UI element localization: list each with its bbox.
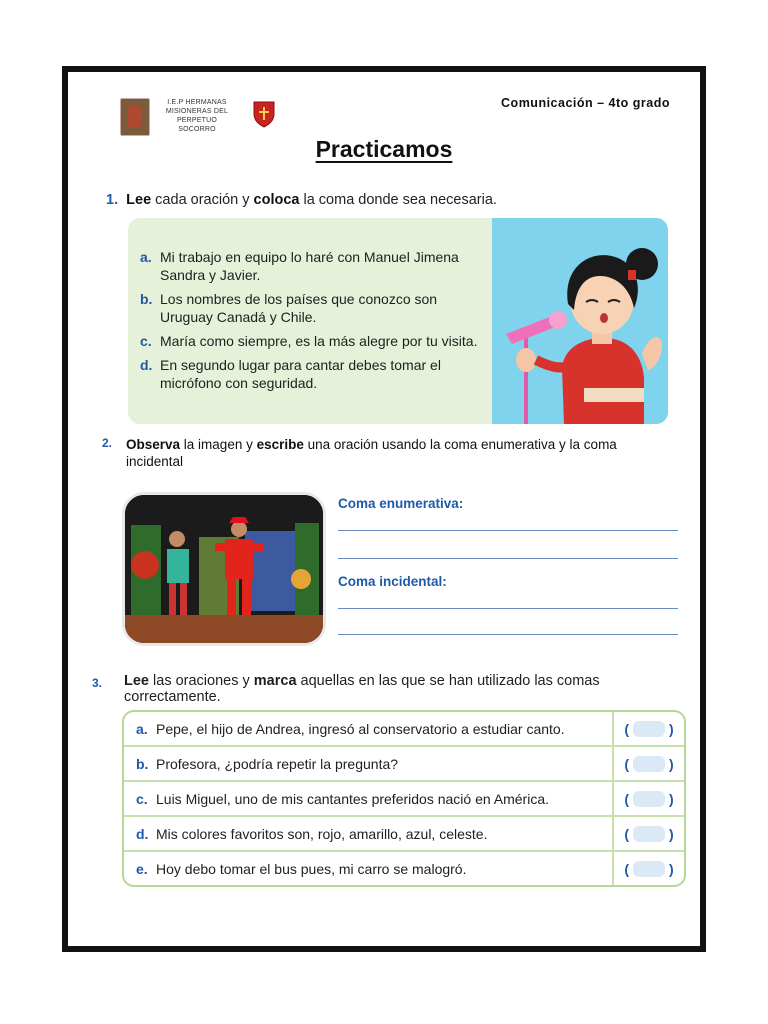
- answer-line-enumerativa-2[interactable]: [338, 558, 678, 559]
- section1-instruction-part-3: la coma donde sea necesaria.: [299, 192, 497, 208]
- row-sentence: [124, 852, 614, 885]
- section1-sentence-d: [140, 356, 480, 392]
- item-text: Los nombres de los países que conozco son Uruguay Canadá y Chile.: [160, 291, 438, 325]
- mark-checkbox[interactable]: [614, 791, 684, 807]
- section1-sentence-list: [140, 248, 480, 398]
- section2-instruction-part-1: la imagen y: [180, 437, 257, 452]
- table-row: [124, 780, 684, 815]
- section1-sentence-c: [140, 332, 480, 350]
- row-text: Pepe, el hijo de Andrea, ingresó al conservatorio a estudiar canto.: [156, 720, 565, 737]
- section1-instruction: [106, 192, 497, 208]
- mark-box[interactable]: [633, 756, 665, 772]
- section2-instruction-part-2: escribe: [256, 437, 304, 452]
- row-letter: b.: [136, 755, 149, 772]
- section3-instruction-part-1: las oraciones y: [149, 673, 254, 689]
- mark-checkbox[interactable]: [614, 721, 684, 737]
- virgin-image-icon: [120, 98, 150, 136]
- table-row: [124, 745, 684, 780]
- mark-box[interactable]: [633, 826, 665, 842]
- row-text: Hoy debo tomar el bus pues, mi carro se malogró.: [156, 860, 467, 877]
- table-row: [124, 815, 684, 850]
- section1-instruction-part-0: Lee: [126, 192, 152, 208]
- school-name-line-1: I.E.P HERMANAS: [167, 99, 227, 106]
- item-text: María como siempre, es la más alegre por tu visita.: [160, 333, 478, 349]
- row-text: Mis colores favoritos son, rojo, amarillo, azul, celeste.: [156, 825, 488, 842]
- mark-checkbox[interactable]: [614, 826, 684, 842]
- subject-label: Comunicación – 4to grado: [501, 96, 670, 110]
- section2-number: 2.: [102, 436, 113, 450]
- open-paren: (: [624, 790, 629, 807]
- section1-instruction-part-2: coloca: [253, 192, 300, 208]
- row-text: Profesora, ¿podría repetir la pregunta?: [156, 755, 399, 772]
- section2-instruction-part-3: una oración usando la coma enumerativa y la coma incidental: [126, 437, 617, 469]
- close-paren: ): [669, 720, 674, 737]
- section3-instruction-part-3: aquellas en las que se han utilizado las comas correctamente.: [124, 673, 600, 705]
- mark-checkbox[interactable]: [614, 861, 684, 877]
- answer-line-incidental-1[interactable]: [338, 608, 678, 609]
- answer-line-incidental-2[interactable]: [338, 634, 678, 635]
- item-letter: c.: [140, 333, 152, 349]
- coma-enumerativa-label: Coma enumerativa:: [338, 496, 464, 511]
- theater-photo: [122, 492, 326, 646]
- row-text: Luis Miguel, uno de mis cantantes preferidos nació en América.: [156, 790, 549, 807]
- table-row: [124, 850, 684, 885]
- row-sentence: [124, 817, 614, 850]
- section3-instruction-part-2: marca: [253, 673, 297, 689]
- mark-box[interactable]: [633, 721, 665, 737]
- row-letter: c.: [136, 790, 148, 807]
- section3-instruction-part-0: Lee: [124, 673, 149, 689]
- singer-girl-illustration: [492, 218, 668, 424]
- section2-instruction: [126, 436, 666, 470]
- section1-number: 1.: [106, 192, 119, 208]
- section3-table: [122, 710, 686, 887]
- section2-instruction-part-0: Observa: [126, 437, 181, 452]
- item-text: En segundo lugar para cantar debes tomar el micrófono con seguridad.: [160, 357, 441, 391]
- open-paren: (: [624, 825, 629, 842]
- section3-number: 3.: [92, 676, 103, 690]
- close-paren: ): [669, 790, 674, 807]
- row-sentence: [124, 712, 614, 745]
- item-text: Mi trabajo en equipo lo haré con Manuel Jimena Sandra y Javier.: [160, 249, 459, 283]
- section1-instruction-part-1: cada oración y: [151, 192, 254, 208]
- section1-sentence-a: [140, 248, 480, 284]
- school-name: [154, 98, 240, 134]
- row-letter: e.: [136, 860, 148, 877]
- row-letter: a.: [136, 720, 148, 737]
- school-name-line-3: SOCORRO: [178, 126, 216, 133]
- open-paren: (: [624, 720, 629, 737]
- school-name-line-2: MISIONERAS DEL PERPETUO: [165, 108, 229, 124]
- close-paren: ): [669, 825, 674, 842]
- page-title: Practicamos: [315, 136, 453, 162]
- item-letter: d.: [140, 357, 153, 373]
- worksheet-page: [62, 66, 706, 952]
- close-paren: ): [669, 860, 674, 877]
- section1-box: [128, 218, 668, 424]
- row-sentence: [124, 747, 614, 780]
- section1-sentence-b: [140, 290, 480, 326]
- close-paren: ): [669, 755, 674, 772]
- mark-box[interactable]: [633, 791, 665, 807]
- mark-box[interactable]: [633, 861, 665, 877]
- row-sentence: [124, 782, 614, 815]
- item-letter: a.: [140, 249, 152, 265]
- table-row: [124, 712, 684, 745]
- coma-incidental-label: Coma incidental:: [338, 574, 447, 589]
- open-paren: (: [624, 755, 629, 772]
- mark-checkbox[interactable]: [614, 756, 684, 772]
- answer-line-enumerativa-1[interactable]: [338, 530, 678, 531]
- row-letter: d.: [136, 825, 149, 842]
- shield-icon: [252, 100, 276, 128]
- item-letter: b.: [140, 291, 153, 307]
- open-paren: (: [624, 860, 629, 877]
- section3-instruction: [124, 673, 700, 705]
